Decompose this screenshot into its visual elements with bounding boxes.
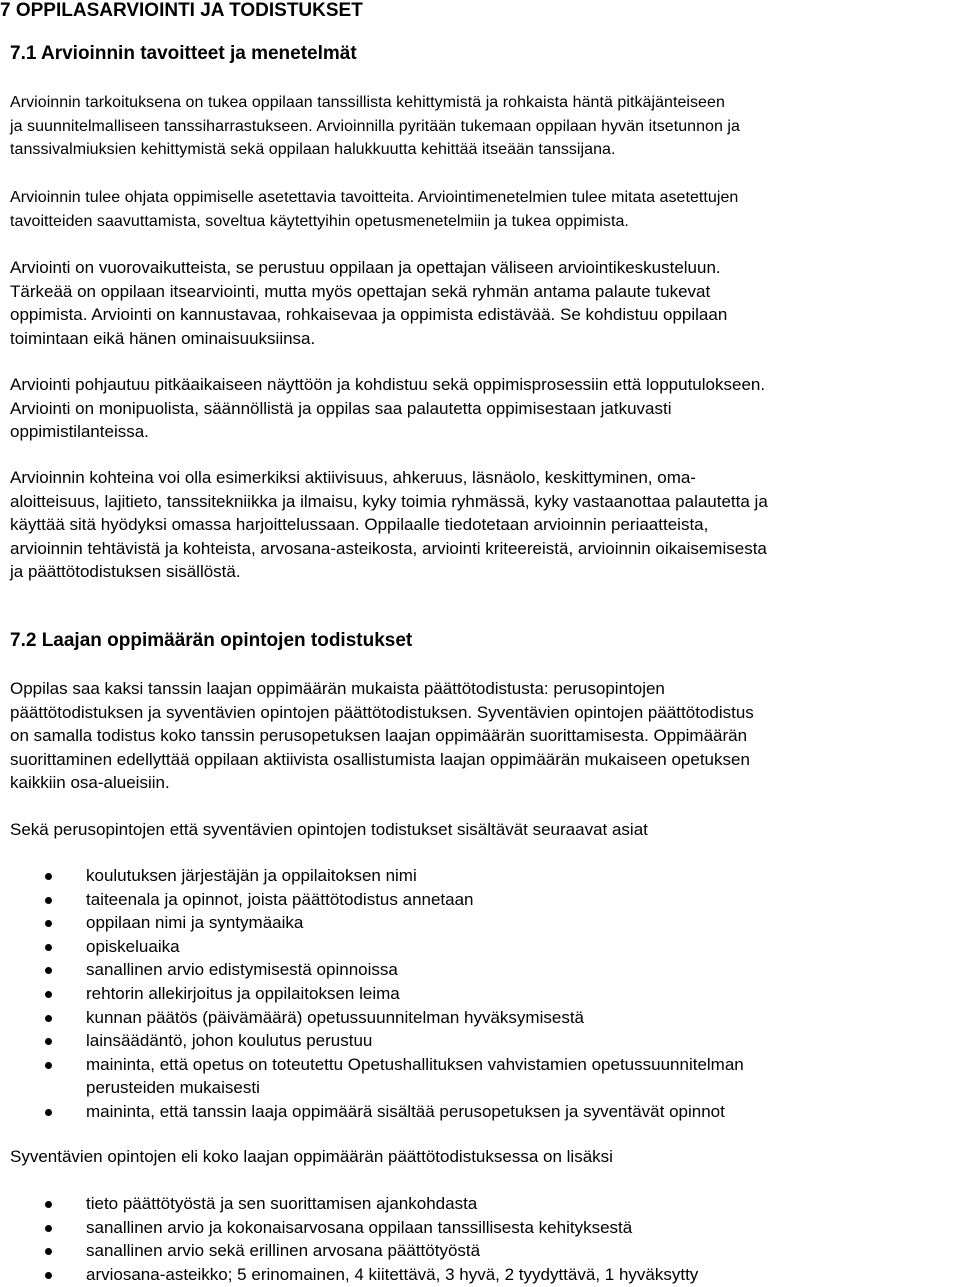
list-item-text: rehtorin allekirjoitus ja oppilaitoksen leima <box>86 983 400 1003</box>
text-line: oppimistilanteissa. <box>10 422 149 442</box>
text-line: Tärkeää on oppilaan itsearviointi, mutta myös opettajan sekä ryhmän antama palaute tukevat <box>10 281 711 301</box>
list-item-text: perusteiden mukaisesti <box>86 1078 260 1098</box>
list-item-text: opiskeluaika <box>86 936 180 956</box>
text-line: suorittaminen edellyttää oppilaan aktiivista osallistumista laajan oppimäärän mukaiseen opetuksen <box>10 749 750 769</box>
text-line: aloitteisuus, lajitieto, tanssitekniikka ja ilmaisu, kyky toimia ryhmässä, kyky vastaanottaa palautetta ja <box>10 491 768 511</box>
list-item <box>10 864 952 888</box>
bullet-icon <box>45 873 52 880</box>
bullet-icon <box>45 1038 52 1045</box>
list-item <box>10 1053 952 1100</box>
text-line: toimintaan eikä hänen ominaisuuksiinsa. <box>10 328 316 348</box>
bullet-icon <box>45 920 52 927</box>
bullet-icon <box>45 1272 52 1279</box>
bullet-icon <box>45 967 52 974</box>
text-line: Oppilas saa kaksi tanssin laajan oppimäärän mukaista päättötodistusta: perusopintojen <box>10 679 665 698</box>
list-item-text: lainsäädäntö, johon koulutus perustuu <box>86 1031 373 1051</box>
bullet-icon <box>45 1201 52 1208</box>
bullet-icon <box>45 1062 52 1069</box>
text-line: Arvioinnin tarkoituksena on tukea oppilaan tanssillista kehittymistä ja rohkaista häntä pitkäjänteiseen <box>10 94 725 111</box>
paragraph-purpose <box>10 91 740 162</box>
paragraph-guidance <box>10 186 738 233</box>
list-item <box>10 1263 952 1287</box>
list-item-text: arviosana-asteikko; 5 erinomainen, 4 kiitettävä, 3 hyvä, 2 tyydyttävä, 1 hyväksytty <box>86 1264 699 1284</box>
paragraph-evidence <box>10 373 765 444</box>
list-item <box>10 1006 952 1030</box>
bullet-icon <box>45 1015 52 1022</box>
certificate-contents-list <box>10 864 952 1124</box>
paragraph-targets <box>10 466 768 584</box>
text-line: arvioinnin tehtävistä ja kohteista, arvosana-asteikosta, arviointi kriteereistä, arvioinnin oikaisemisesta <box>10 538 767 558</box>
list-intro-certificate-contents: Sekä perusopintojen että syventävien opintojen todistukset sisältävät seuraavat asiat <box>10 820 648 839</box>
text-line: ja päättötodistuksen sisällöstä. <box>10 562 241 582</box>
list-intro-advanced-extras: Syventävien opintojen eli koko laajan oppimäärän päättötodistuksessa on lisäksi <box>10 1147 613 1166</box>
text-line: tanssivalmiuksien kehittymistä sekä oppilaan halukkuutta kehittää itseään tanssijana. <box>10 141 616 159</box>
list-item <box>10 958 952 982</box>
list-item <box>10 888 952 912</box>
list-item <box>10 911 952 935</box>
text-line: Arviointi on monipuolista, säännöllistä ja oppilas saa palautetta oppimisestaan jatkuvasti <box>10 398 672 418</box>
advanced-certificate-extras-list <box>10 1192 952 1286</box>
list-item-text: sanallinen arvio ja kokonaisarvosana oppilaan tanssillisesta kehityksestä <box>86 1217 633 1237</box>
text-line: kaikkiin osa-alueisiin. <box>10 773 170 793</box>
list-item-text: taiteenala ja opinnot, joista päättötodistus annetaan <box>86 889 474 909</box>
section-heading-7-2: 7.2 Laajan oppimäärän opintojen todistukset <box>10 630 413 651</box>
text-line: Arvioinnin tulee ohjata oppimiselle asetettavia tavoitteita. Arviointimenetelmien tulee mitata asetettujen <box>10 189 739 206</box>
paragraph-certificates <box>10 677 754 795</box>
paragraph-interaction <box>10 256 727 350</box>
text-line: Arviointi on vuorovaikutteista, se perustuu oppilaan ja opettajan väliseen arviointikeskusteluun. <box>10 258 721 277</box>
text-line: Arviointi pohjautuu pitkäaikaiseen näyttöön ja kohdistuu sekä oppimisprosessiin että lopputulokseen. <box>10 375 766 394</box>
list-item-text: koulutuksen järjestäjän ja oppilaitoksen nimi <box>86 866 417 885</box>
text-line: käyttää sitä hyödyksi omassa harjoittelussaan. Oppilaalle tiedotetaan arvioinnin periaatteista, <box>10 515 709 535</box>
bullet-icon <box>45 1248 52 1255</box>
list-item-text: sanallinen arvio sekä erillinen arvosana päättötyöstä <box>86 1241 481 1261</box>
list-item <box>10 1029 952 1053</box>
bullet-icon <box>45 991 52 998</box>
list-item <box>10 1192 952 1216</box>
list-item <box>10 935 952 959</box>
list-item <box>10 1216 952 1240</box>
bullet-icon <box>45 897 52 904</box>
section-heading-7-1: 7.1 Arvioinnin tavoitteet ja menetelmät <box>10 43 357 64</box>
list-item-text: sanallinen arvio edistymisestä opinnoissa <box>86 960 398 980</box>
text-line: tavoitteiden saavuttamista, soveltua käytettyihin opetusmenetelmiin ja tukea oppimista. <box>10 212 629 230</box>
list-item <box>10 982 952 1006</box>
list-item-text: oppilaan nimi ja syntymäaika <box>86 913 304 933</box>
list-item <box>10 1239 952 1263</box>
text-line: Arvioinnin kohteina voi olla esimerkiksi aktiivisuus, ahkeruus, läsnäolo, keskittyminen, oma- <box>10 468 696 487</box>
list-item-text: maininta, että opetus on toteutettu Opetushallituksen vahvistamien opetussuunnitelman <box>86 1054 744 1074</box>
text-line: oppimista. Arviointi on kannustavaa, rohkaisevaa ja oppimista edistävää. Se kohdistuu oppilaan <box>10 305 728 325</box>
list-item <box>10 1100 952 1124</box>
list-item-text: kunnan päätös (päivämäärä) opetussuunnitelman hyväksymisestä <box>86 1007 584 1027</box>
bullet-icon <box>45 944 52 951</box>
text-line: on samalla todistus koko tanssin perusopetuksen laajan oppimäärän suorittamisesta. Oppimäärän <box>10 726 748 746</box>
bullet-icon <box>45 1225 52 1232</box>
text-line: päättötodistuksen ja syventävien opintojen päättötodistuksen. Syventävien opintojen päättötodistus <box>10 702 754 722</box>
list-item-text: tieto päättötyöstä ja sen suorittamisen ajankohdasta <box>86 1194 478 1213</box>
bullet-icon <box>45 1109 52 1116</box>
text-line: ja suunnitelmalliseen tanssiharrastukseen. Arvioinnilla pyritään tukemaan oppilaan hyvän itsetunnon ja <box>10 117 740 135</box>
chapter-heading: 7 OPPILASARVIOINTI JA TODISTUKSET <box>0 0 363 21</box>
list-item-text: maininta, että tanssin laaja oppimäärä sisältää perusopetuksen ja syventävät opinnot <box>86 1101 725 1121</box>
